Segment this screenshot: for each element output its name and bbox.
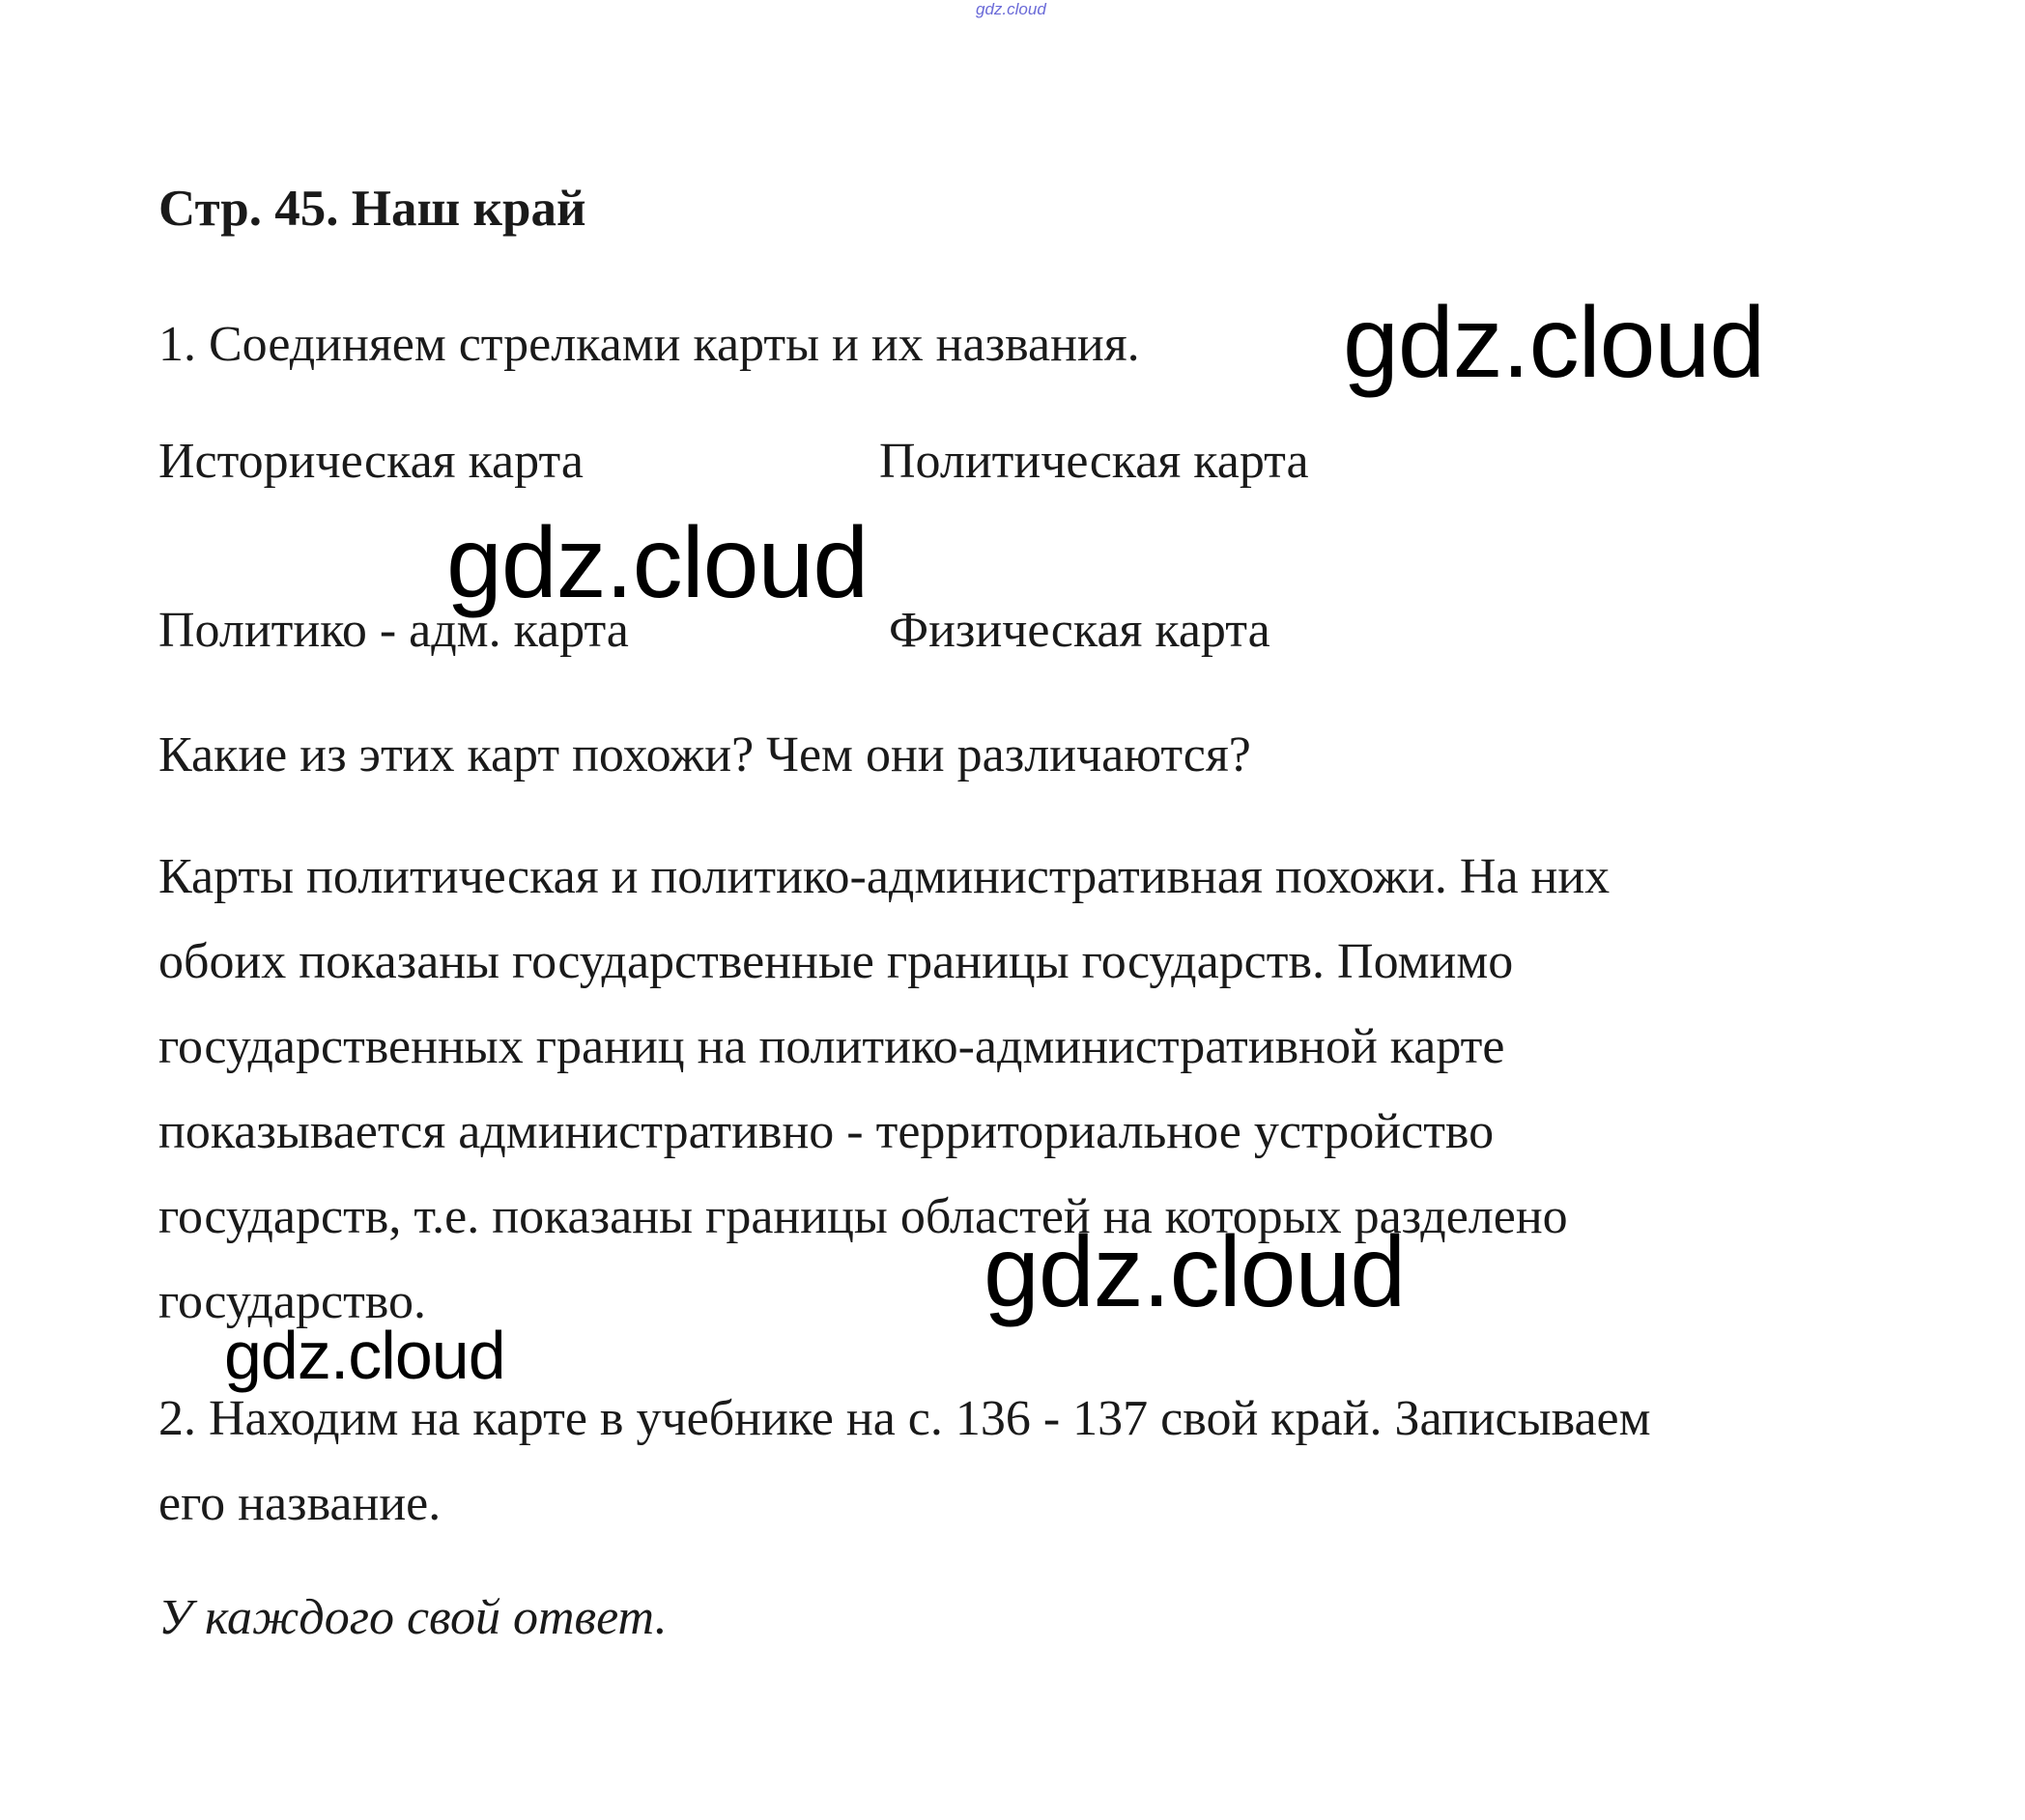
answer-line: обоих показаны государственные границы государств. Помимо	[158, 934, 1514, 989]
task1-answer	[158, 835, 1868, 1345]
watermark-logo: gdz.cloud	[446, 507, 869, 619]
map-label-political-administrative: Политико - адм. карта	[158, 603, 629, 658]
answer-line: показывается административно - территориальное устройство	[158, 1104, 1495, 1159]
task2-prompt-line: 2. Находим на карте в учебнике на с. 136 - 137 свой край. Записываем	[158, 1391, 1651, 1446]
watermark-logo: gdz.cloud	[1343, 287, 1765, 399]
page-title: Стр. 45. Наш край	[158, 181, 586, 237]
header-watermark: gdz.cloud	[976, 0, 1046, 18]
answer-line: Карты политическая и политико-административная похожи. На них	[158, 849, 1611, 904]
task2-prompt	[158, 1377, 1651, 1547]
watermark-logo: gdz.cloud	[984, 1216, 1406, 1328]
task2-prompt-line: его название.	[158, 1476, 442, 1531]
map-label-historic: Историческая карта	[158, 434, 584, 489]
task1-prompt: 1. Соединяем стрелками карты и их названия.	[158, 317, 1140, 372]
answer-line: государств, т.е. показаны границы областей на которых разделено	[158, 1189, 1568, 1244]
map-label-political: Политическая карта	[879, 434, 1309, 489]
map-label-physical: Физическая карта	[889, 603, 1270, 658]
answer-line: государственных границ на политико-административной карте	[158, 1019, 1505, 1074]
task1-question: Какие из этих карт похожи? Чем они различаются?	[158, 727, 1251, 782]
answer-line: государство.	[158, 1274, 426, 1329]
watermark-logo: gdz.cloud	[224, 1318, 505, 1393]
task2-answer: У каждого свой ответ.	[158, 1590, 668, 1645]
